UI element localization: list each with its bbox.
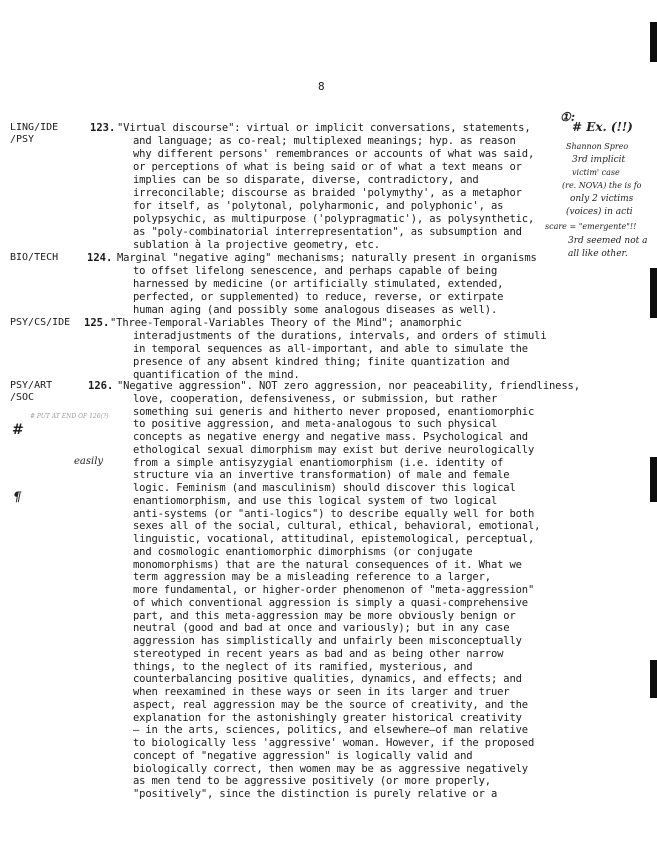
entry-category: PSY/ART /SOC (10, 380, 53, 403)
entry-line: interadjustments of the durations, intervals, and orders of stimuli (133, 330, 547, 342)
entry-line: Marginal "negative aging" mechanisms; naturally present in organisms (117, 252, 537, 264)
entry-line: aspect, real aggression may be the source of creativity, and the (133, 698, 528, 711)
entry-line: biologically correct, then women may be as aggressive negatively (133, 762, 528, 775)
entry-line: of which conventional aggression is simply a quasi-comprehensive (133, 596, 528, 609)
margin-note-line: (re. NOVA) the is fo (562, 181, 642, 190)
margin-bar (650, 457, 657, 502)
entry-line: as men tend to be aggressive positively (or more properly, (133, 775, 491, 788)
margin-note-line: victim' case (572, 168, 620, 177)
entry-category: PSY/CS/IDE (10, 317, 71, 328)
margin-note-line: 3rd implicit (572, 155, 626, 165)
margin-note-line: (voices) in acti (566, 207, 633, 217)
entry-line: monomorphisms) that are the natural consequences of it. What we (133, 558, 522, 571)
entry-line: — in the arts, sciences, politics, and elsewhere—of man relative (133, 724, 528, 737)
entry-line: from a simple antisyzygial enantiomorphism (i.e. identity of (133, 456, 504, 469)
entry-line: to offset lifelong senescence, and perhaps capable of being (133, 265, 498, 277)
entry-line: to positive aggression, and meta-analogous to such physical (133, 418, 498, 431)
paragraph-mark: ¶ (13, 490, 22, 505)
page-number: 8 (318, 80, 325, 93)
entry-line: or perceptions of what is being said or of what a text means or (133, 161, 522, 173)
margin-note-line: # Ex. (!!) (572, 120, 633, 134)
entry-line: stereotyped in recent years as bad and as being other narrow (133, 647, 504, 660)
entry-line: term aggression may be a misleading reference to a larger, (133, 571, 491, 584)
entry-line: implies can be so disparate, diverse, contradictory, and (133, 174, 479, 186)
margin-note-line: only 2 victims (570, 194, 634, 204)
entry-line: when reexamined in these ways or seen in its larger and truer (133, 686, 510, 698)
margin-bar (650, 268, 657, 318)
entry-line: and language; as co-real; multiplexed meanings; hyp. as reason (133, 135, 516, 147)
entry-category: LING/IDE /PSY (10, 122, 59, 145)
entry-line: something sui generis and hitherto never proposed, enantiomorphic (133, 405, 535, 418)
margin-note-line: Shannon Spreo (566, 142, 629, 151)
entry-line: sexes all of the social, cultural, ethical, behavioral, emotional, (133, 520, 541, 533)
entry-line: anti-systems (or "anti-logics") to describe equally well for both (133, 507, 535, 520)
entry-line: "positively", since the distinction is purely relative or a (133, 788, 498, 800)
entry-line: logic. Feminism (and masculinism) should discover this logical (133, 482, 516, 494)
entry-line: linguistic, vocational, attitudinal, epistemological, perceptual, (133, 533, 535, 545)
entry-number: 123. (90, 122, 116, 134)
entry-line: irreconcilable; discourse as braided 'polymythy', as a metaphor (133, 187, 522, 199)
entry-line: perfected, or supplemented) to reduce, reverse, or extirpate (133, 291, 504, 303)
entry-line: as "poly-combinatorial interrepresentation", as subsumption and (133, 226, 522, 238)
entry-line: "Three-Temporal-Variables Theory of the Mind"; anamorphic (110, 317, 462, 329)
entry-line: presence of any absent kindred thing; finite quantization and (133, 356, 510, 368)
entry-line: in temporal sequences as all-important, and able to simulate the (133, 343, 528, 355)
entry-line: explanation for the astonishingly greater historical creativity (133, 711, 522, 724)
entry-line: harnessed by medicine (or artificially stimulated, extended, (133, 278, 504, 290)
entry-line: ethological sexual dimorphism may exist but derive neurologically (133, 443, 535, 456)
margin-note-line: scare = "emergente"!! (545, 222, 637, 231)
circled-one-mark: ①: (560, 110, 576, 124)
entry-number: 124. (87, 252, 113, 264)
entry-line: part, and this meta-aggression may be more obviously benign or (133, 609, 516, 622)
entry-line: aggression has simplistically and unfairly been misconceptually (133, 635, 522, 647)
entry-line: love, cooperation, defensiveness, or submission, but rather (133, 392, 498, 405)
entry-line: counterbalancing positive qualities, dynamics, and effects; and (133, 673, 522, 686)
entry-number: 125. (84, 317, 110, 329)
entry-line: quantification of the mind. (133, 369, 300, 381)
entry-line: "Negative aggression". NOT zero aggression, nor peaceability, friendliness, (117, 380, 580, 392)
put-at-end-note: # PUT AT END OF 126(?) (30, 413, 109, 420)
entry-line: polypsychic, as multipurpose ('polypragmatic'), as polysynthetic, (133, 213, 535, 225)
entry-line: to biologically less 'aggressive' woman. However, if the proposed (133, 737, 535, 749)
entry-line: and cosmologic enantiomorphic dimorphisms (or conjugate (133, 545, 473, 558)
entry-line: concepts as negative energy and negative mass. Psychological and (133, 431, 528, 443)
margin-note-line: all like other. (568, 249, 628, 259)
entry-line: things, to the neglect of its ramified, mysterious, and (133, 660, 473, 673)
entry-line: for itself, as 'polytonal, polyharmonic, and polyphonic', as (133, 200, 504, 212)
pound-mark: # (12, 422, 24, 438)
entry-line: more fundamental, or higher-order phenomenon of "meta-aggression" (133, 584, 535, 596)
entry-line: neutral (good and bad at once and variously); but in any case (133, 622, 510, 635)
entry-number: 126. (88, 380, 114, 392)
entry-line: enantiomorphism, and use this logical system of two logical (133, 494, 498, 507)
entry-line: human aging (and possibly some analogous diseases as well). (133, 304, 498, 316)
entry-line: sublation à la projective geometry, etc. (133, 239, 380, 251)
entry-line: concept of "negative aggression" is logically valid and (133, 749, 473, 762)
margin-bar (650, 660, 657, 698)
entry-line: why different persons' remembrances or accounts of what was said, (133, 148, 535, 160)
easily-note: easily (74, 456, 104, 467)
entry-line: "Virtual discourse": virtual or implicit conversations, statements, (117, 122, 531, 134)
margin-bar (650, 22, 657, 62)
margin-note-line: 3rd seemed not a (568, 236, 648, 246)
entry-line: structure via an invertive transformation) of male and female (133, 469, 510, 482)
entry-category: BIO/TECH (10, 252, 59, 263)
